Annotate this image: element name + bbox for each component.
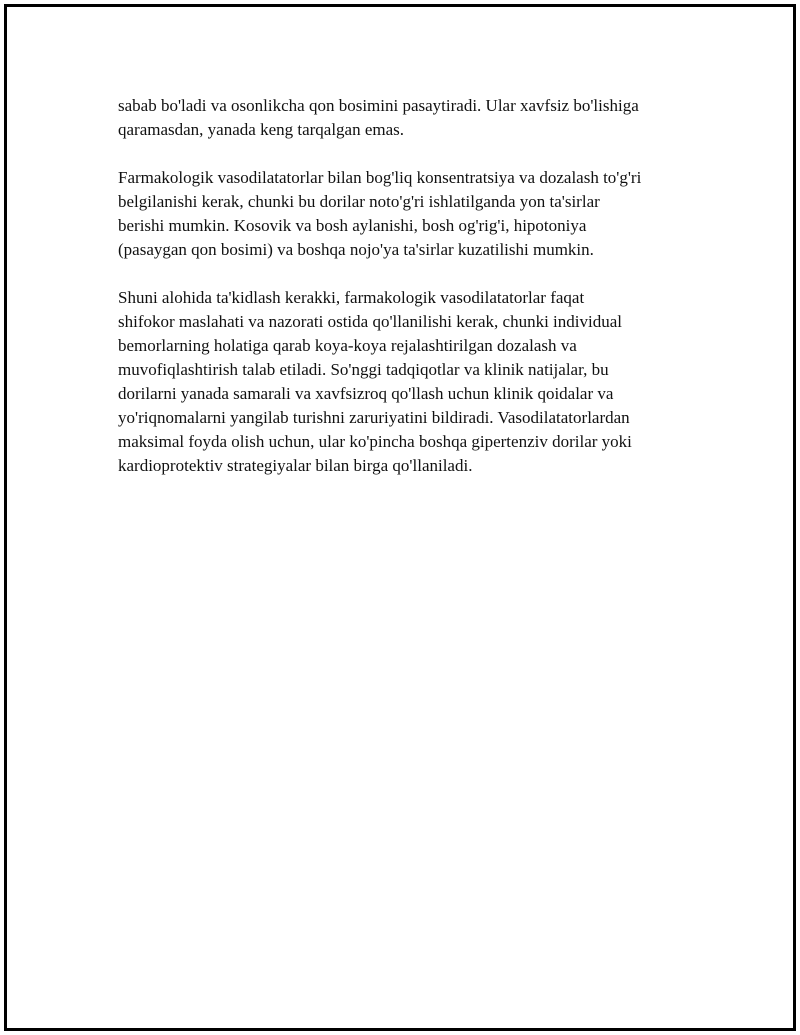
text-line: qaramasdan, yanada keng tarqalgan emas. [118, 120, 405, 139]
paragraph-3 [118, 286, 692, 478]
text-line: (pasaygan qon bosimi) va boshqa nojo'ya ta'sirlar kuzatilishi mumkin. [118, 240, 594, 259]
paragraph-1 [118, 94, 692, 142]
text-line: shifokor maslahati va nazorati ostida qo'llanilishi kerak, chunki individual [118, 312, 622, 331]
text-line: Farmakologik vasodilatatorlar bilan bog'liq konsentratsiya va dozalash to'g'ri [118, 168, 642, 187]
text-line: bemorlarning holatiga qarab koya-koya rejalashtirilgan dozalash va [118, 336, 577, 355]
text-line: muvofiqlashtirish talab etiladi. So'nggi tadqiqotlar va klinik natijalar, bu [118, 360, 609, 379]
text-line: dorilarni yanada samarali va xavfsizroq qo'llash uchun klinik qoidalar va [118, 384, 614, 403]
text-line: berishi mumkin. Kosovik va bosh aylanishi, bosh og'rig'i, hipotoniya [118, 216, 587, 235]
document-body [118, 94, 692, 502]
text-line: Shuni alohida ta'kidlash kerakki, farmakologik vasodilatatorlar faqat [118, 288, 585, 307]
paragraph-2 [118, 166, 692, 262]
text-line: belgilanishi kerak, chunki bu dorilar noto'g'ri ishlatilganda yon ta'sirlar [118, 192, 600, 211]
text-line: yo'riqnomalarni yangilab turishni zaruriyatini bildiradi. Vasodilatatorlardan [118, 408, 630, 427]
text-line: sabab bo'ladi va osonlikcha qon bosimini pasaytiradi. Ular xavfsiz bo'lishiga [118, 96, 639, 115]
text-line: kardioprotektiv strategiyalar bilan birga qo'llaniladi. [118, 456, 473, 475]
text-line: maksimal foyda olish uchun, ular ko'pincha boshqa gipertenziv dorilar yoki [118, 432, 632, 451]
